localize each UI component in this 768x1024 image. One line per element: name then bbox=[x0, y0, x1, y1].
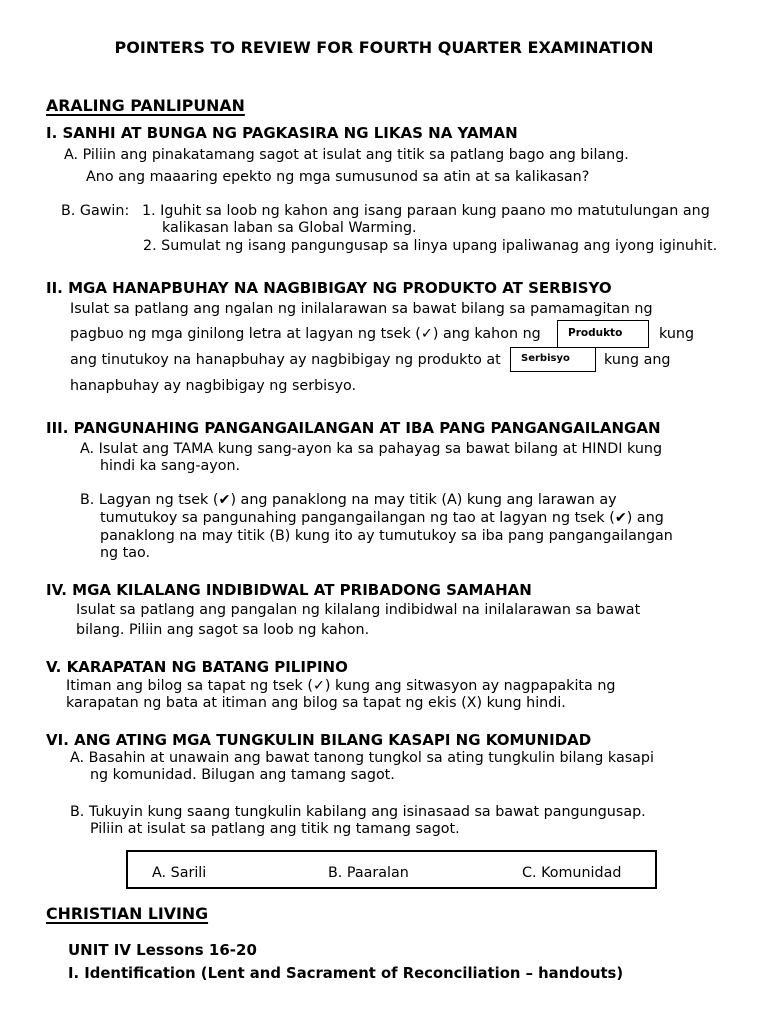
instruction-line: B. Tukuyin kung saang tungkulin kabilang ang isinasaad sa bawat pangungusap. bbox=[70, 804, 646, 820]
instruction-line: B. Lagyan ng tsek (✔) ang panaklong na may titik (A) kung ang larawan ay bbox=[80, 492, 617, 508]
instruction-line: ng tao. bbox=[100, 545, 151, 561]
instruction-line: Itiman ang bilog sa tapat ng tsek (✓) kung ang sitwasyon ay nagpapakita ng bbox=[66, 678, 616, 694]
answer-choice: B. Paaralan bbox=[328, 865, 409, 881]
instruction-line: A. Basahin at unawain ang bawat tanong tungkol sa ating tungkulin bilang kasapi bbox=[70, 750, 654, 766]
produkto-box-label: Produkto bbox=[568, 327, 623, 339]
section-heading: III. PANGUNAHING PANGANGAILANGAN AT IBA PANG PANGANGAILANGAN bbox=[46, 419, 661, 437]
page-title: POINTERS TO REVIEW FOR FOURTH QUARTER EXAMINATION bbox=[114, 38, 654, 57]
instruction-line: Ano ang maaaring epekto ng mga sumusunod sa atin at sa kalikasan? bbox=[86, 169, 590, 185]
instruction-line: A. Isulat ang TAMA kung sang-ayon ka sa pahayag sa bawat bilang at HINDI kung bbox=[80, 441, 663, 457]
instruction-line: hindi ka sang-ayon. bbox=[100, 458, 241, 474]
serbisyo-box bbox=[510, 347, 596, 372]
instruction-line: A. Piliin ang pinakatamang sagot at isulat ang titik sa patlang bago ang bilang. bbox=[64, 147, 629, 163]
instruction-line: ang tinutukoy na hanapbuhay ay nagbibigay ng produkto at bbox=[70, 352, 501, 368]
answer-choice: C. Komunidad bbox=[522, 865, 622, 881]
instruction-line: panaklong na may titik (B) kung ito ay tumutukoy sa iba pang pangangailangan bbox=[100, 528, 673, 544]
instruction-line: 1. Iguhit sa loob ng kahon ang isang paraan kung paano mo matutulungan ang bbox=[142, 203, 710, 219]
instruction-line: kung bbox=[659, 326, 695, 342]
produkto-box bbox=[557, 320, 649, 348]
answer-choice: A. Sarili bbox=[152, 865, 207, 881]
instruction-line: tumutukoy sa pangunahing pangangailangan ng tao at lagyan ng tsek (✔) ang bbox=[100, 510, 664, 526]
serbisyo-box-label: Serbisyo bbox=[521, 353, 570, 364]
section-heading: VI. ANG ATING MGA TUNGKULIN BILANG KASAPI NG KOMUNIDAD bbox=[46, 731, 592, 749]
instruction-line: 2. Sumulat ng isang pangungusap sa linya upang ipaliwanag ang iyong iginuhit. bbox=[143, 238, 718, 254]
instruction-line: kalikasan laban sa Global Warming. bbox=[162, 220, 417, 236]
instruction-line: ng komunidad. Bilugan ang tamang sagot. bbox=[90, 767, 395, 783]
instruction-line: bilang. Piliin ang sagot sa loob ng kahon. bbox=[76, 622, 370, 638]
instruction-label: B. Gawin: bbox=[61, 203, 130, 219]
instruction-line: Piliin at isulat sa patlang ang titik ng tamang sagot. bbox=[90, 821, 460, 837]
subject-heading-araling-panlipunan: ARALING PANLIPUNAN bbox=[46, 96, 245, 115]
instruction-line: kung ang bbox=[604, 352, 671, 368]
instruction-line: Isulat sa patlang ang ngalan ng inilalarawan sa bawat bilang sa pamamagitan ng bbox=[70, 301, 653, 317]
unit-heading: UNIT IV Lessons 16-20 bbox=[68, 941, 257, 959]
instruction-line: Isulat sa patlang ang pangalan ng kilalang indibidwal na inilalarawan sa bawat bbox=[76, 602, 641, 618]
instruction-line: hanapbuhay ay nagbibigay ng serbisyo. bbox=[70, 378, 357, 394]
section-heading: II. MGA HANAPBUHAY NA NAGBIBIGAY NG PRODUKTO AT SERBISYO bbox=[46, 279, 612, 297]
section-heading: V. KARAPATAN NG BATANG PILIPINO bbox=[46, 658, 348, 676]
section-heading: I. SANHI AT BUNGA NG PAGKASIRA NG LIKAS NA YAMAN bbox=[46, 124, 518, 142]
subject-heading-christian-living: CHRISTIAN LIVING bbox=[46, 904, 209, 923]
instruction-line: karapatan ng bata at itiman ang bilog sa tapat ng ekis (X) kung hindi. bbox=[66, 695, 566, 711]
instruction-line: pagbuo ng mga ginilong letra at lagyan ng tsek (✓) ang kahon ng bbox=[70, 326, 541, 342]
identification-item: I. Identification (Lent and Sacrament of Reconciliation – handouts) bbox=[68, 965, 624, 982]
section-heading: IV. MGA KILALANG INDIBIDWAL AT PRIBADONG SAMAHAN bbox=[46, 581, 532, 599]
